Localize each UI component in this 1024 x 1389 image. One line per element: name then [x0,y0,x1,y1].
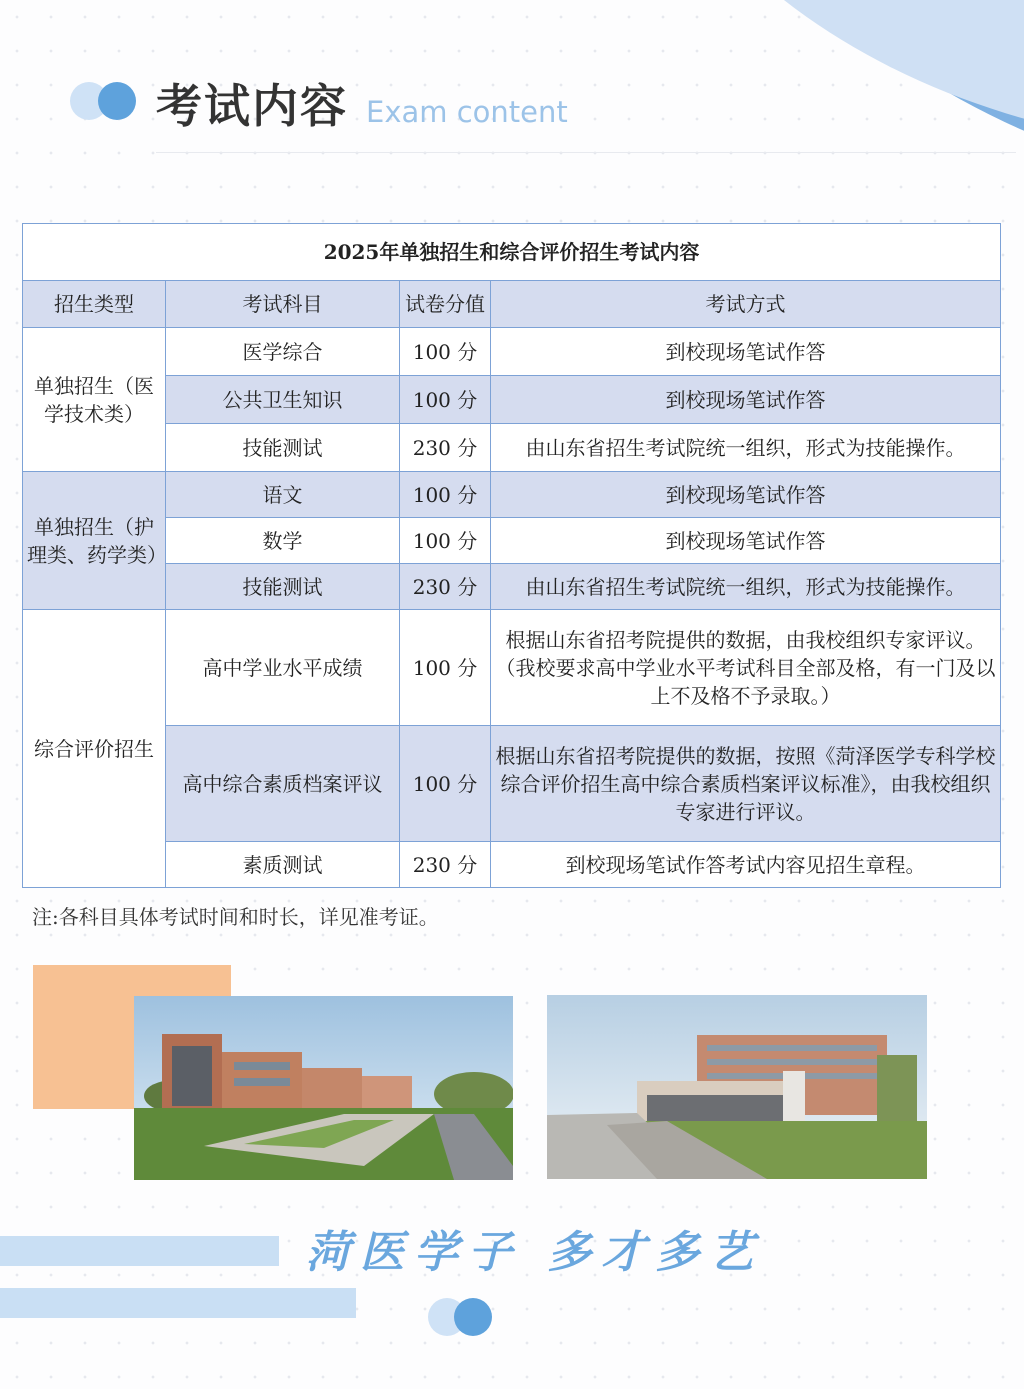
method-cell: 根据山东省招考院提供的数据，按照《菏泽医学专科学校综合评价招生高中综合素质档案评议标准》，由我校组织专家进行评议。 [491,726,1001,842]
score-cell: 100 分 [400,610,491,726]
subject-cell: 高中学业水平成绩 [166,610,400,726]
method-cell: 到校现场笔试作答 [491,376,1001,424]
campus-building-photo-1 [134,996,513,1180]
page-title: 考试内容 [156,79,348,133]
method-cell: 到校现场笔试作答 [491,328,1001,376]
column-header-category: 招生类型 [23,281,166,328]
method-cell: 由山东省招生考试院统一组织，形式为技能操作。 [491,424,1001,472]
method-cell: 到校现场笔试作答 [491,518,1001,564]
subject-cell: 语文 [166,472,400,518]
score-cell: 100 分 [400,328,491,376]
method-cell: 根据山东省招考院提供的数据，由我校组织专家评议。（我校要求高中学业水平考试科目全部及格，有一门及以上不及格不予录取。） [491,610,1001,726]
category-cell: 单独招生（医学技术类） [23,328,166,472]
header-dots-icon [70,80,140,122]
decorative-bar [0,1288,356,1318]
subject-cell: 高中综合素质档案评议 [166,726,400,842]
score-cell: 230 分 [400,424,491,472]
score-cell: 100 分 [400,726,491,842]
subject-cell: 医学综合 [166,328,400,376]
bottom-dots-icon [428,1298,498,1338]
score-cell: 230 分 [400,842,491,888]
title-divider [156,152,1016,153]
subject-cell: 数学 [166,518,400,564]
footnote: 注:各科目具体考试时间和时长，详见准考证。 [32,905,439,929]
category-cell: 单独招生（护理类、药学类） [23,472,166,610]
exam-content-table [22,223,1001,888]
subject-cell: 公共卫生知识 [166,376,400,424]
column-header-method: 考试方式 [491,281,1001,328]
decorative-bar [0,1236,279,1266]
slogan: 菏医学子 多才多艺 [306,1227,764,1278]
campus-building-photo-2 [547,995,927,1179]
table-caption: 2025年单独招生和综合评价招生考试内容 [23,224,1001,281]
subject-cell: 素质测试 [166,842,400,888]
category-cell: 综合评价招生 [23,610,166,888]
method-cell: 由山东省招生考试院统一组织，形式为技能操作。 [491,564,1001,610]
column-header-score: 试卷分值 [400,281,491,328]
method-cell: 到校现场笔试作答 [491,472,1001,518]
page-subtitle: Exam content [366,95,568,129]
score-cell: 100 分 [400,518,491,564]
method-cell: 到校现场笔试作答考试内容见招生章程。 [491,842,1001,888]
subject-cell: 技能测试 [166,424,400,472]
corner-decoration [704,0,1024,200]
score-cell: 230 分 [400,564,491,610]
subject-cell: 技能测试 [166,564,400,610]
score-cell: 100 分 [400,472,491,518]
score-cell: 100 分 [400,376,491,424]
column-header-subject: 考试科目 [166,281,400,328]
